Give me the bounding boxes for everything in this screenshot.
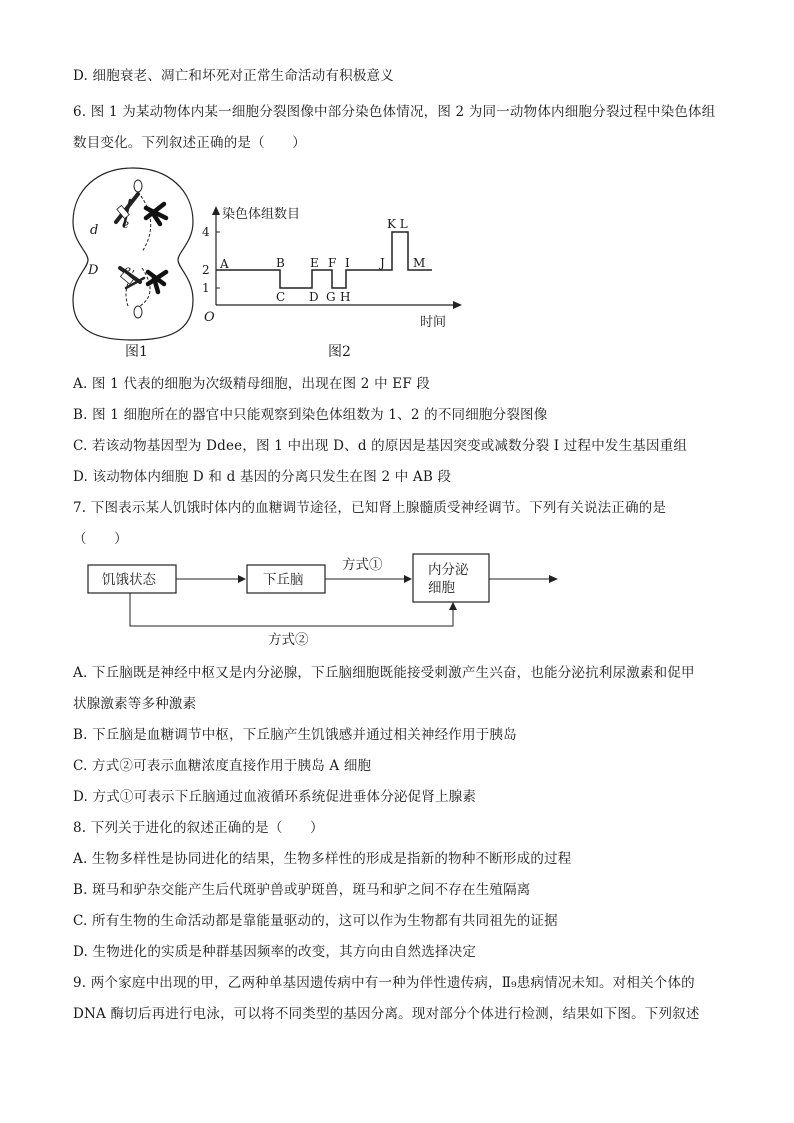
q8-option-d: D. 生物进化的实质是种群基因频率的改变，其方向由自然选择决定	[73, 944, 477, 960]
q6-stem-line1: 6. 图 1 为某动物体内某一细胞分裂图像中部分染色体情况，图 2 为同一动物体内细胞分裂过程中染色体组	[73, 104, 716, 120]
path1-label: 方式①	[342, 557, 383, 573]
chromosome-set-line	[216, 232, 432, 288]
q8-stem: 8. 下列关于进化的叙述正确的是（ ）	[73, 820, 324, 836]
point-C: C	[276, 290, 286, 304]
box-endocrine-cell-line1: 内分泌	[428, 562, 469, 578]
y-tick-1: 1	[202, 281, 210, 295]
point-D: D	[309, 290, 319, 304]
q7-stem-line1: 7. 下图表示某人饥饿时体内的血糖调节途径，已知肾上腺髓质受神经调节。下列有关说法正确的是	[73, 500, 667, 516]
label-D: D	[88, 263, 99, 278]
q7-option-b: B. 下丘脑是血糖调节中枢，下丘脑产生饥饿感并通过相关神经作用于胰岛	[73, 727, 517, 743]
box-hypothalamus-label: 下丘脑	[263, 572, 304, 588]
q7-option-a-line1: A. 下丘脑既是神经中枢又是内分泌腺，下丘脑细胞既能接受刺激产生兴奋，也能分泌抗利尿激素和促甲	[73, 665, 695, 681]
q6-figure1-caption: 图1	[125, 344, 148, 360]
y-axis-title: 染色体组数目	[222, 207, 301, 222]
q9-stem-line2: DNA 酶切后再进行电泳，可以将不同类型的基因分离。现对部分个体进行检测，结果如下图。下列叙述	[73, 1006, 700, 1022]
q8-option-a: A. 生物多样性是协同进化的结果，生物多样性的形成是指新的物种不断形成的过程	[73, 851, 572, 867]
centrosome-top	[134, 180, 142, 192]
q8-option-c: C. 所有生物的生命活动都是靠能量驱动的，这可以作为生物都有共同祖先的证据	[73, 913, 558, 929]
point-A: A	[220, 257, 229, 271]
q6-option-b: B. 图 1 细胞所在的器官中只能观察到染色体组数为 1、2 的不同细胞分裂图像	[73, 407, 548, 423]
label-d: d	[90, 223, 99, 238]
q8-option-b: B. 斑马和驴杂交能产生后代斑驴兽或驴斑兽，斑马和驴之间不存在生殖隔离	[73, 882, 531, 898]
q6-option-d: D. 该动物体内细胞 D 和 d 基因的分离只发生在图 2 中 AB 段	[73, 469, 452, 485]
box-endocrine-cell-line2: 细胞	[428, 580, 455, 596]
point-M: M	[413, 256, 426, 270]
point-I: I	[345, 256, 350, 270]
point-F: F	[328, 256, 337, 270]
point-E: E	[310, 256, 319, 270]
q6-stem-line2: 数目变化。下列叙述正确的是（ ）	[73, 135, 306, 151]
y-axis-arrow	[212, 206, 220, 215]
label-e-top: e	[122, 217, 130, 231]
point-G: G	[326, 290, 336, 304]
path2-line	[130, 593, 453, 626]
q6-option-a: A. 图 1 代表的细胞为次级精母细胞，出现在图 2 中 EF 段	[73, 376, 431, 392]
q6-figure2-graph	[200, 200, 470, 332]
point-B: B	[276, 256, 285, 270]
chromosome-dark-top	[146, 204, 166, 224]
x-axis-arrow	[453, 301, 462, 309]
point-KL: K L	[387, 217, 408, 231]
chromosome-dark-bottom	[148, 272, 166, 292]
q6-figure2-caption: 图2	[328, 344, 351, 360]
q7-regulation-diagram	[80, 550, 570, 650]
q6-figure1-cell-diagram	[68, 160, 198, 360]
point-H: H	[340, 290, 351, 304]
path2-label: 方式②	[268, 632, 309, 648]
cell-membrane	[73, 168, 193, 340]
q5-option-d: D. 细胞衰老、凋亡和坏死对正常生命活动有积极意义	[73, 68, 394, 84]
x-axis-title: 时间	[420, 315, 447, 330]
q7-option-c: C. 方式②可表示血糖浓度直接作用于胰岛 A 细胞	[73, 758, 372, 774]
q7-option-a-line2: 状腺激素等多种激素	[73, 696, 197, 712]
q6-option-c: C. 若该动物基因型为 Ddee，图 1 中出现 D、d 的原因是基因突变或减数分裂 I 过程中发生基因重组	[73, 438, 688, 454]
y-tick-2: 2	[202, 263, 210, 277]
y-tick-4: 4	[202, 225, 210, 239]
point-J: J	[380, 256, 385, 270]
q9-stem-line1: 9. 两个家庭中出现的甲，乙两种单基因遗传病中有一种为伴性遗传病，Ⅱ₉患病情况未知。对相关个体的	[73, 975, 695, 991]
q7-stem-line2: （ ）	[73, 531, 128, 547]
label-e-bottom: e	[124, 263, 132, 277]
origin-label: O	[204, 310, 215, 325]
q7-option-d: D. 方式①可表示下丘脑通过血液循环系统促进垂体分泌促肾上腺素	[73, 789, 477, 805]
box-hunger-state-label: 饥饿状态	[102, 572, 156, 588]
centrosome-bottom	[134, 306, 142, 318]
